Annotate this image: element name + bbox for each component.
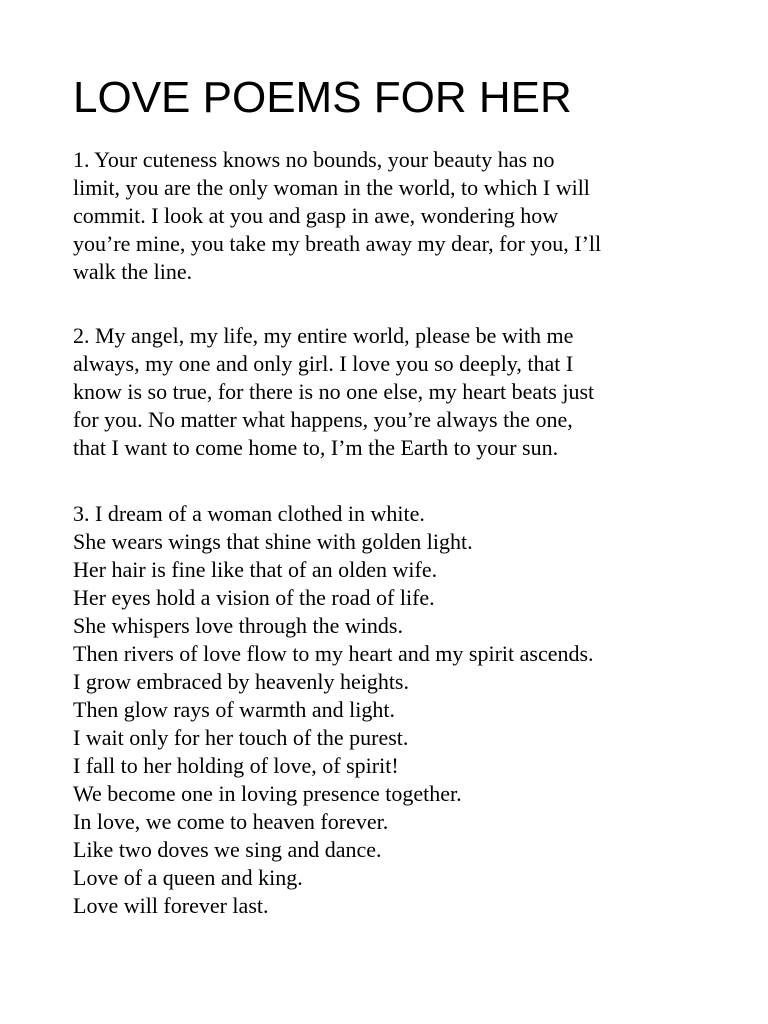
poem-line: know is so true, for there is no one else, my heart beats just (73, 379, 595, 404)
poem-line: for you. No matter what happens, you’re always the one, (73, 407, 573, 432)
poem-line: always, my one and only girl. I love you so deeply, that I (73, 351, 574, 376)
poem-line: In love, we come to heaven forever. (73, 809, 389, 834)
poem-line: Then rivers of love flow to my heart and my spirit ascends. (73, 641, 594, 666)
poem-line: Then glow rays of warmth and light. (73, 697, 395, 722)
poem-line: I wait only for her touch of the purest. (73, 725, 409, 750)
poem-line: I fall to her holding of love, of spirit! (73, 753, 399, 778)
poem-line: 3. I dream of a woman clothed in white. (73, 501, 425, 526)
document-title: LOVE POEMS FOR HER (73, 73, 572, 122)
poem-line: We become one in loving presence together. (73, 781, 462, 806)
poem-line: Her eyes hold a vision of the road of life. (73, 585, 435, 610)
poem-1 (73, 146, 733, 286)
poem-line: Like two doves we sing and dance. (73, 837, 382, 862)
poem-line: commit. I look at you and gasp in awe, wondering how (73, 203, 559, 228)
poem-line: I grow embraced by heavenly heights. (73, 669, 409, 694)
poem-line: that I want to come home to, I’m the Earth to your sun. (73, 435, 559, 460)
poem-line: walk the line. (73, 259, 193, 284)
poem-line: Her hair is fine like that of an olden wife. (73, 557, 438, 582)
poem-line: She wears wings that shine with golden light. (73, 529, 473, 554)
poem-line: Love of a queen and king. (73, 865, 303, 890)
poem-line: Love will forever last. (73, 893, 269, 918)
poem-line: 2. My angel, my life, my entire world, please be with me (73, 323, 574, 348)
poem-line: you’re mine, you take my breath away my dear, for you, I’ll (73, 231, 602, 256)
poem-2 (73, 322, 733, 462)
poem-line: limit, you are the only woman in the world, to which I will (73, 175, 590, 200)
poem-line: She whispers love through the winds. (73, 613, 403, 638)
poem-line: 1. Your cuteness knows no bounds, your beauty has no (73, 147, 555, 172)
poem-3 (73, 500, 733, 920)
